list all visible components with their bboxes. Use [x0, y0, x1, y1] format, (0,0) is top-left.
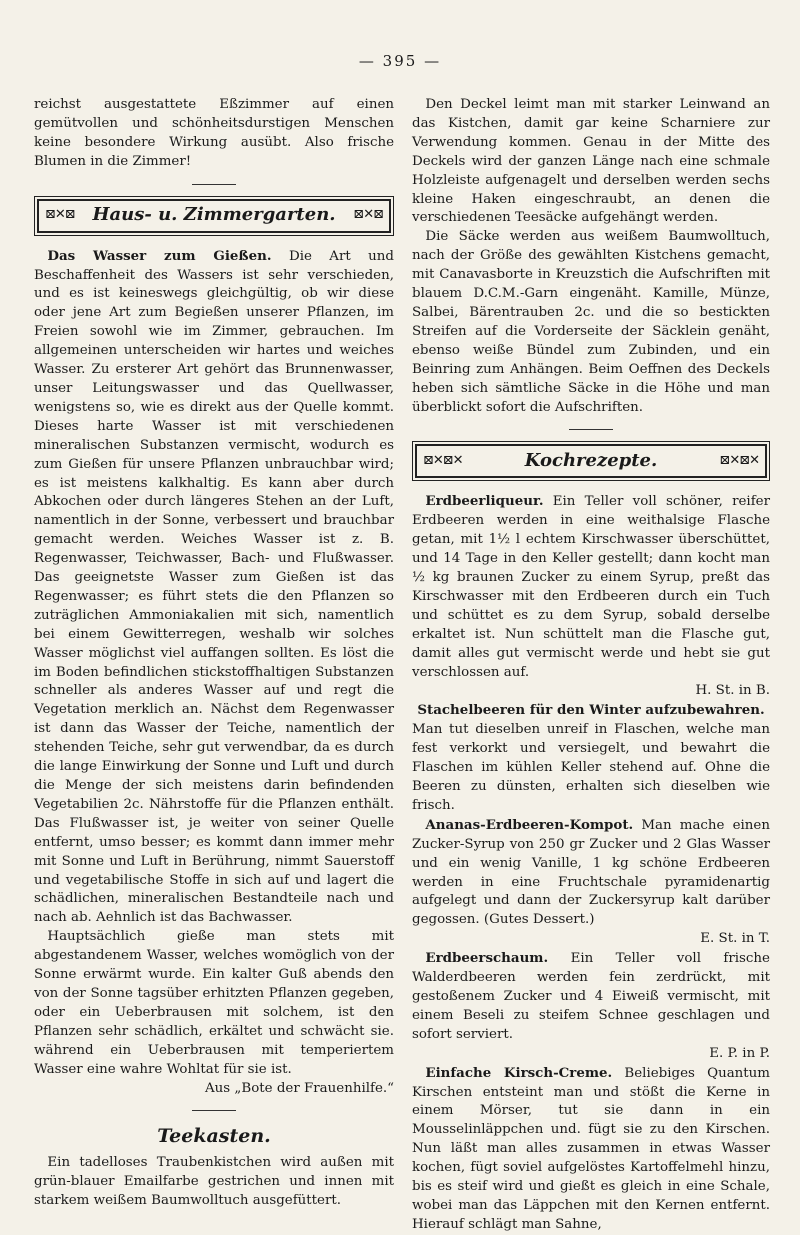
recipe-signature: E. P. in P. [709, 1045, 770, 1061]
article-paragraph: Die Säcke werden aus weißem Baumwolltuch, nach der Größe des gewählten Kistchens gemacht, mit Canavasborte in Kreuzstich die Aufschriften mit blauem D.C.M.-Garn eingenäht. Kamille, Münze, Salbei, Bärentrauben 2c. und die so bestickten Streifen auf die Vorderseite der Säcklein genäht, ebenso weiße Bündel zum Zubinden, und ein Beinring zum Anhängen. Beim Oeffnen des Deckels heben sich sämtliche Säcke in die Höhe und man überblickt sofort die Aufschriften. [412, 229, 770, 415]
recipe-title: Stachelbeeren für den Winter aufzubewahren. [417, 702, 765, 719]
recipe: Einfache Kirsch-Creme. Beliebiges Quantum Kirschen entsteint man und stößt die Kerne in einem Mörser, tut sie dann in ein Mousselinläppchen und. fügt sie zu den Kirschen. Nun läßt man alles zusammen in etwas Wasser kochen, fügt soviel aufgelöstes Kartoffelmehl hinzu, bis es steif wird und gießt es gleich in eine Schale, wobei man das Läppchen mit den Kernen entfernt. Hierauf schlägt man Sahne, [412, 1064, 771, 1232]
recipe: Ananas-Erdbeeren-Kompot. Man mache einen Zucker-Syrup von 250 gr Zucker und 2 Glas Wasser und ein wenig Vanille, 1 kg schöne Erdbeeren werden in eine Fruchtschale pyramidenartig aufgelegt und dann der Zuckersyrup kalt darüber gegossen. (Gutes Dessert.) [412, 816, 770, 928]
section-title: Kochrezepte. [524, 449, 658, 471]
recipe-signature: H. St. in B. [695, 683, 770, 699]
intro-paragraph: reichst ausgestattete Eßzimmer auf einen gemütvollen und schönheitsdurstigen Menschen keine besondere Wirkung ausübt. Also frische Blumen in die Zimmer! [34, 97, 394, 169]
page-number: — 395 — [358, 52, 442, 70]
article-paragraph: Ein tadelloses Traubenkistchen wird außen mit grün-blauer Emailfarbe gestrichen und innen mit starkem weißem Baumwolltuch ausgefüttert. [34, 1155, 394, 1209]
section-header-garden [37, 199, 391, 233]
article-title: Teekasten. [157, 1125, 271, 1148]
ornament-icon: ⊠✕⊠✕ [719, 452, 759, 468]
right-column [412, 96, 770, 1235]
divider [569, 429, 613, 430]
recipe-title: Ananas-Erdbeeren-Kompot. [425, 816, 634, 833]
recipe-title: Erdbeerliqueur. [425, 493, 544, 510]
article-paragraph: Das Wasser zum Gießen. Die Art und Beschaffenheit des Wassers ist sehr verschieden, und es ist keineswegs gleichgültig, ob wir diese oder jene Art zum Begießen unserer Pflanzen, im Freien sowohl wie im Zimmer, gebrauchen. Im allgemeinen unterscheiden wir hartes und weiches Wasser. Zu ersterer Art gehört das Brunnenwasser, unser Leitungswasser und das Quellwasser, wenigstens so, wie es direkt aus der Quelle kommt. Dieses harte Wasser ist mit verschiedenen mineralischen Substanzen vermischt, wodurch es zum Gießen für unsere Pflanzen unbrauchbar wird; es ist meistens kalkhaltig. Es kann aber durch Abkochen oder durch längeres Stehen an der Luft, namentlich in der Sonne, verbessert und brauchbar gemacht werden. Weiches Wasser ist z. B. Regenwasser, Teichwasser, Bach- und Flußwasser. Das geeignetste Wasser zum Gießen ist das Regenwasser; es führt stets die den Pflanzen so zuträglichen Ammoniakalien mit sich, namentlich bei einem Gewitterregen, weshalb wir solches Wasser möglichst viel auffangen sollten. Es löst die im Boden befindlichen stickstoffhaltigen Substanzen schneller als anderes Wasser auf und regt die Vegetation merklich an. Nächst dem Regenwasser ist dann das Wasser der Teiche, namentlich der stehenden Teiche, sehr gut verwendbar, da es durch die lange Einwirkung der Sonne und Luft und durch die Menge der sich meistens darin befindenden Vegetabilien 2c. Nährstoffe für die Pflanzen enthält. Das Flußwasser ist, je weiter von seiner Quelle entfernt, umso besser; es kommt dann immer mehr mit Sonne und Luft in Berührung, nimmt Sauerstoff und vegetabilische Stoffe in sich auf und lagert die schädlichen, mineralischen Bestandteile nach und nach ab. Aehnlich ist das Bachwasser. [34, 247, 394, 926]
recipe: Man tut dieselben unreif in Flaschen, welche man fest verkorkt und versiegelt, und bewahrt die Flaschen im kühlen Keller stehend auf. Ohne die Beeren zu dünsten, erhalten sich dieselben wie frisch. [412, 722, 770, 813]
article-paragraph: Den Deckel leimt man mit starker Leinwand an das Kistchen, damit gar keine Scharniere zur Verwendung kommen. Genau in der Mitte des Deckels wird der ganzen Länge nach eine schmale Holzleiste aufgenagelt und derselben werden sechs kleine Haken eingeschraubt, an denen die verschiedenen Teesäcke aufgehängt werden. [412, 97, 770, 226]
ornament-icon: ⊠✕⊠ [45, 207, 75, 223]
article-heading: Das Wasser zum Gießen. [47, 247, 272, 264]
left-column [34, 96, 394, 1211]
recipe-title: Einfache Kirsch-Creme. [425, 1064, 613, 1081]
divider [192, 184, 236, 185]
ornament-icon: ⊠✕⊠ [353, 207, 383, 223]
article-source: Aus „Bote der Frauenhilfe.“ [205, 1080, 394, 1096]
ornament-icon: ⊠✕⊠✕ [423, 452, 463, 468]
recipe-title: Erdbeerschaum. [425, 950, 549, 967]
recipe: Erdbeerliqueur. Ein Teller voll schöner, reifer Erdbeeren werden in eine weithalsige Flasche getan, mit 1½ l echtem Kirschwasser überschüttet, und 14 Tage in den Keller gestellt; dann kocht man ½ kg braunen Zucker zu einem Syrup, preßt das Kirschwasser mit den Erdbeeren durch ein Tuch und schüttet es zu dem Syrup, sobald derselbe erkaltet ist. Nun schüttelt man die Flasche gut, damit alles gut vermischt werde und hebt sie gut verschlossen auf. [412, 493, 770, 680]
section-header-recipes [415, 444, 767, 478]
recipe-signature: E. St. in T. [700, 931, 770, 947]
article-paragraph: Hauptsächlich gieße man stets mit abgestandenem Wasser, welches womöglich von der Sonne erwärmt wurde. Ein kalter Guß abends den von der Sonne tagsüber erhitzten Pflanzen gegeben, oder ein Ueberbrausen mit solchem, ist den Pflanzen sehr schädlich, erkältet und schwächt sie. während ein Ueberbrausen mit temperiertem Wasser eine wahre Wohltat für sie ist. [34, 929, 394, 1077]
divider [192, 1110, 236, 1111]
section-title: Haus- u. Zimmergarten. [92, 204, 336, 226]
recipe: Erdbeerschaum. Ein Teller voll frische Walderdbeeren werden fein zerdrückt, mit gestoßenem Zucker und 4 Eiweiß vermischt, mit einem Beseli zu steifem Schnee geschlagen und sofort serviert. [412, 950, 770, 1042]
